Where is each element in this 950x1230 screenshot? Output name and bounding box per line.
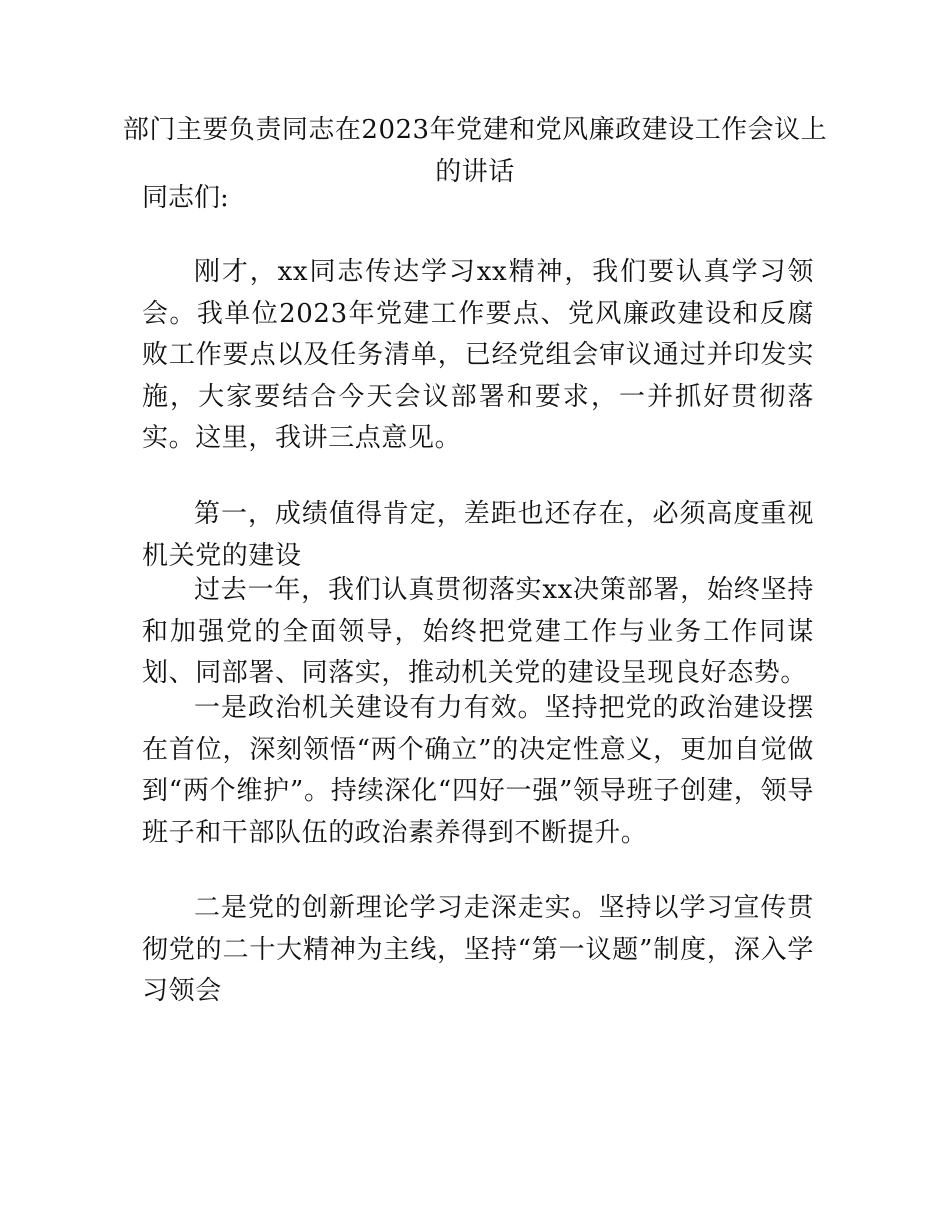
paragraph-section-heading-1: 第一，成绩值得肯定，差距也还存在，必须高度重视机关党的建设: [142, 499, 814, 571]
paragraph-past-year-summary: 过去一年，我们认真贯彻落实xx决策部署，始终坚持和加强党的全面领导，始终把党建工作与业务工作同谋划、同部署、同落实，推动机关党的建设呈现良好态势。: [142, 575, 814, 688]
document-title-line-1: 部门主要负责同志在2023年党建和党风廉政建设工作会议上: [122, 115, 828, 145]
salutation: 同志们:: [142, 183, 229, 213]
paragraph-opening: 刚才，xx同志传达学习xx精神，我们要认真学习领会。我单位2023年党建工作要点、党风廉政建设和反腐败工作要点以及任务清单，已经党组会审议通过并印发实施，大家要结合今天会议部署和要求，一并抓好贯彻落实。这里，我讲三点意见。: [142, 257, 814, 453]
paragraph-point-1: 一是政治机关建设有力有效。坚持把党的政治建设摆在首位，深刻领悟“两个确立”的决定性意义，更加自觉做到“两个维护”。持续深化“四好一强”领导班子创建，领导班子和干部队伍的政治素养得到不断提升。: [142, 693, 814, 848]
paragraph-point-2: 二是党的创新理论学习走深走实。坚持以学习宣传贯彻党的二十大精神为主线，坚持“第一议题”制度，深入学习领会: [142, 893, 814, 1006]
document-title-line-2: 的讲话: [435, 157, 515, 187]
